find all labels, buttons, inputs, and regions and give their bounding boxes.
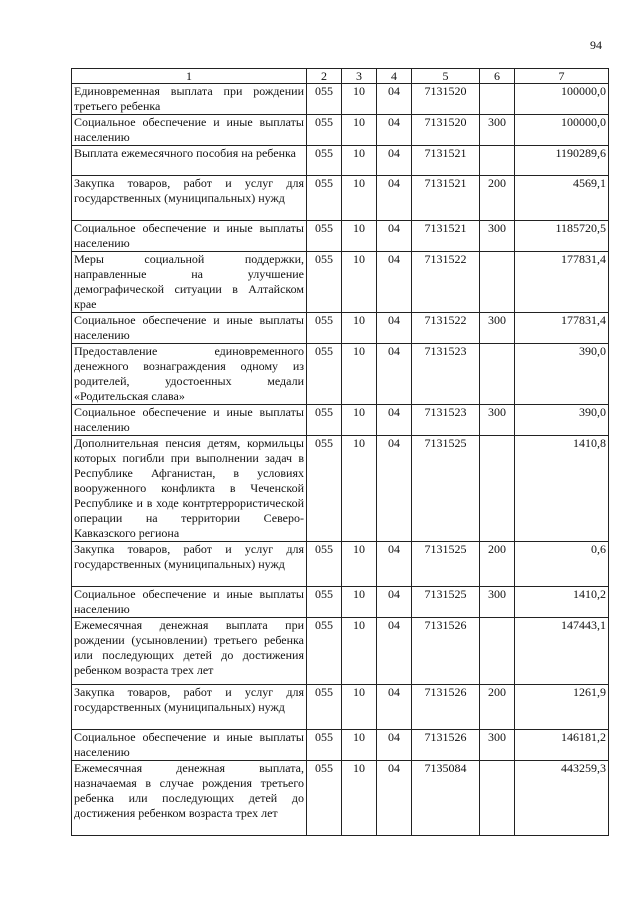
table-row bbox=[72, 730, 609, 761]
header-col-4: 4 bbox=[377, 69, 412, 84]
cell-subsection: 04 bbox=[377, 436, 412, 542]
table-row bbox=[72, 221, 609, 252]
cell-expense-type: 300 bbox=[480, 405, 515, 436]
cell-name: Социальное обеспечение и иные выплаты населению bbox=[72, 115, 307, 146]
cell-section: 10 bbox=[342, 405, 377, 436]
cell-amount: 147443,1 bbox=[515, 618, 609, 685]
table-row bbox=[72, 685, 609, 730]
cell-target-article: 7131526 bbox=[412, 685, 480, 730]
cell-target-article: 7131526 bbox=[412, 618, 480, 685]
table-row bbox=[72, 313, 609, 344]
cell-amount: 0,6 bbox=[515, 542, 609, 587]
cell-admin-code: 055 bbox=[307, 587, 342, 618]
cell-name: Закупка товаров, работ и услуг для государственных (муниципальных) нужд bbox=[72, 685, 307, 730]
cell-expense-type: 300 bbox=[480, 221, 515, 252]
cell-section: 10 bbox=[342, 115, 377, 146]
cell-target-article: 7131520 bbox=[412, 84, 480, 115]
cell-admin-code: 055 bbox=[307, 176, 342, 221]
cell-expense-type bbox=[480, 761, 515, 836]
cell-subsection: 04 bbox=[377, 146, 412, 176]
cell-name: Закупка товаров, работ и услуг для государственных (муниципальных) нужд bbox=[72, 542, 307, 587]
cell-expense-type bbox=[480, 436, 515, 542]
cell-amount: 146181,2 bbox=[515, 730, 609, 761]
cell-target-article: 7131525 bbox=[412, 436, 480, 542]
cell-section: 10 bbox=[342, 618, 377, 685]
cell-section: 10 bbox=[342, 436, 377, 542]
cell-target-article: 7131523 bbox=[412, 405, 480, 436]
cell-name: Социальное обеспечение и иные выплаты населению bbox=[72, 313, 307, 344]
cell-subsection: 04 bbox=[377, 405, 412, 436]
table-row bbox=[72, 405, 609, 436]
cell-subsection: 04 bbox=[377, 730, 412, 761]
cell-target-article: 7131521 bbox=[412, 146, 480, 176]
cell-admin-code: 055 bbox=[307, 221, 342, 252]
cell-section: 10 bbox=[342, 542, 377, 587]
table-row bbox=[72, 618, 609, 685]
cell-target-article: 7131525 bbox=[412, 587, 480, 618]
cell-name: Ежемесячная денежная выплата при рождении (усыновлении) третьего ребенка или последующих детей до достижения ребенком возраста трех лет bbox=[72, 618, 307, 685]
cell-amount: 100000,0 bbox=[515, 115, 609, 146]
cell-amount: 443259,3 bbox=[515, 761, 609, 836]
cell-subsection: 04 bbox=[377, 313, 412, 344]
cell-admin-code: 055 bbox=[307, 344, 342, 405]
table-row bbox=[72, 542, 609, 587]
table-row bbox=[72, 146, 609, 176]
cell-subsection: 04 bbox=[377, 542, 412, 587]
cell-expense-type bbox=[480, 146, 515, 176]
header-row bbox=[72, 69, 609, 84]
header-col-5: 5 bbox=[412, 69, 480, 84]
cell-admin-code: 055 bbox=[307, 730, 342, 761]
header-col-3: 3 bbox=[342, 69, 377, 84]
cell-expense-type: 300 bbox=[480, 587, 515, 618]
cell-subsection: 04 bbox=[377, 618, 412, 685]
cell-amount: 177831,4 bbox=[515, 252, 609, 313]
table-row bbox=[72, 344, 609, 405]
cell-amount: 1410,2 bbox=[515, 587, 609, 618]
cell-admin-code: 055 bbox=[307, 84, 342, 115]
cell-subsection: 04 bbox=[377, 252, 412, 313]
cell-amount: 1185720,5 bbox=[515, 221, 609, 252]
cell-name: Закупка товаров, работ и услуг для государственных (муниципальных) нужд bbox=[72, 176, 307, 221]
table-row bbox=[72, 84, 609, 115]
header-col-6: 6 bbox=[480, 69, 515, 84]
cell-section: 10 bbox=[342, 344, 377, 405]
cell-target-article: 7131525 bbox=[412, 542, 480, 587]
cell-target-article: 7131522 bbox=[412, 252, 480, 313]
cell-admin-code: 055 bbox=[307, 542, 342, 587]
cell-expense-type: 200 bbox=[480, 685, 515, 730]
table-row bbox=[72, 252, 609, 313]
table-row bbox=[72, 436, 609, 542]
cell-name: Социальное обеспечение и иные выплаты населению bbox=[72, 730, 307, 761]
cell-admin-code: 055 bbox=[307, 252, 342, 313]
cell-name: Социальное обеспечение и иные выплаты населению bbox=[72, 221, 307, 252]
cell-target-article: 7131526 bbox=[412, 730, 480, 761]
cell-expense-type: 300 bbox=[480, 730, 515, 761]
cell-name: Предоставление единовременного денежного вознаграждения одному из родителей, удостоенных медали «Родительская слава» bbox=[72, 344, 307, 405]
cell-section: 10 bbox=[342, 730, 377, 761]
cell-amount: 1261,9 bbox=[515, 685, 609, 730]
cell-section: 10 bbox=[342, 685, 377, 730]
cell-section: 10 bbox=[342, 84, 377, 115]
cell-target-article: 7135084 bbox=[412, 761, 480, 836]
cell-section: 10 bbox=[342, 221, 377, 252]
cell-subsection: 04 bbox=[377, 84, 412, 115]
cell-expense-type: 300 bbox=[480, 115, 515, 146]
cell-subsection: 04 bbox=[377, 176, 412, 221]
cell-admin-code: 055 bbox=[307, 685, 342, 730]
header-col-1: 1 bbox=[72, 69, 307, 84]
table-row bbox=[72, 587, 609, 618]
cell-section: 10 bbox=[342, 176, 377, 221]
cell-target-article: 7131523 bbox=[412, 344, 480, 405]
cell-section: 10 bbox=[342, 313, 377, 344]
cell-section: 10 bbox=[342, 587, 377, 618]
header-col-7: 7 bbox=[515, 69, 609, 84]
cell-admin-code: 055 bbox=[307, 313, 342, 344]
table-header bbox=[72, 69, 609, 84]
cell-expense-type bbox=[480, 618, 515, 685]
cell-section: 10 bbox=[342, 761, 377, 836]
table-body bbox=[72, 84, 609, 836]
cell-admin-code: 055 bbox=[307, 115, 342, 146]
cell-name: Ежемесячная денежная выплата, назначаемая в случае рождения третьего ребенка или последующих детей до достижения ребенком возраста трех лет bbox=[72, 761, 307, 836]
cell-amount: 1190289,6 bbox=[515, 146, 609, 176]
table-row bbox=[72, 115, 609, 146]
cell-amount: 4569,1 bbox=[515, 176, 609, 221]
cell-name: Меры социальной поддержки, направленные на улучшение демографической ситуации в Алтайском крае bbox=[72, 252, 307, 313]
cell-expense-type bbox=[480, 252, 515, 313]
cell-section: 10 bbox=[342, 252, 377, 313]
cell-target-article: 7131520 bbox=[412, 115, 480, 146]
cell-subsection: 04 bbox=[377, 344, 412, 405]
cell-expense-type: 200 bbox=[480, 542, 515, 587]
table-row bbox=[72, 176, 609, 221]
cell-target-article: 7131521 bbox=[412, 176, 480, 221]
cell-admin-code: 055 bbox=[307, 618, 342, 685]
cell-subsection: 04 bbox=[377, 587, 412, 618]
header-col-2: 2 bbox=[307, 69, 342, 84]
cell-amount: 390,0 bbox=[515, 344, 609, 405]
cell-subsection: 04 bbox=[377, 761, 412, 836]
cell-target-article: 7131521 bbox=[412, 221, 480, 252]
cell-subsection: 04 bbox=[377, 221, 412, 252]
cell-expense-type: 200 bbox=[480, 176, 515, 221]
cell-name: Социальное обеспечение и иные выплаты населению bbox=[72, 587, 307, 618]
cell-name: Единовременная выплата при рождении третьего ребенка bbox=[72, 84, 307, 115]
cell-admin-code: 055 bbox=[307, 761, 342, 836]
cell-admin-code: 055 bbox=[307, 436, 342, 542]
cell-amount: 100000,0 bbox=[515, 84, 609, 115]
cell-name: Выплата ежемесячного пособия на ребенка bbox=[72, 146, 307, 176]
cell-subsection: 04 bbox=[377, 685, 412, 730]
cell-amount: 1410,8 bbox=[515, 436, 609, 542]
cell-subsection: 04 bbox=[377, 115, 412, 146]
cell-admin-code: 055 bbox=[307, 405, 342, 436]
cell-section: 10 bbox=[342, 146, 377, 176]
cell-amount: 177831,4 bbox=[515, 313, 609, 344]
cell-amount: 390,0 bbox=[515, 405, 609, 436]
cell-admin-code: 055 bbox=[307, 146, 342, 176]
cell-expense-type: 300 bbox=[480, 313, 515, 344]
cell-expense-type bbox=[480, 344, 515, 405]
table-row bbox=[72, 761, 609, 836]
budget-table bbox=[71, 68, 609, 836]
cell-name: Социальное обеспечение и иные выплаты населению bbox=[72, 405, 307, 436]
cell-expense-type bbox=[480, 84, 515, 115]
page-number: 94 bbox=[590, 38, 602, 52]
cell-name: Дополнительная пенсия детям, кормильцы которых погибли при выполнении задач в Республике Афганистан, в условиях вооруженного конфликта в Чеченской Республике и в ходе контртеррористической операции на территории Северо-Кавказского региона bbox=[72, 436, 307, 542]
cell-target-article: 7131522 bbox=[412, 313, 480, 344]
